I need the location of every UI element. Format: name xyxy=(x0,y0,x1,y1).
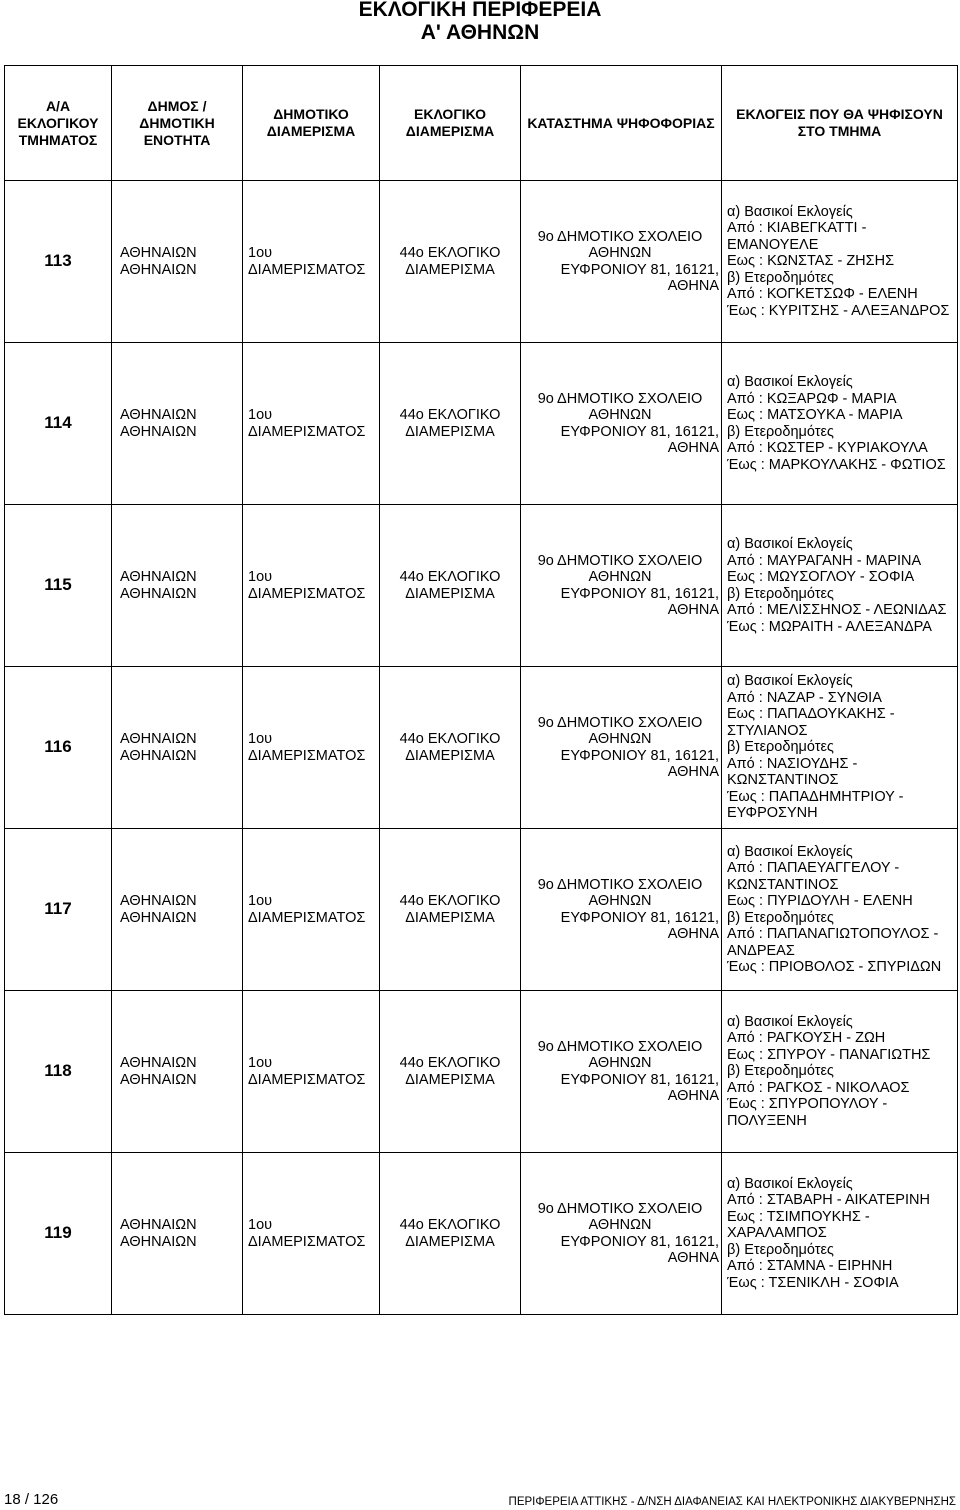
polling-stations-table xyxy=(4,65,958,1315)
voters-range-cell-line: β) Ετεροδημότες xyxy=(727,423,834,440)
municipality-cell xyxy=(112,181,243,343)
voters-range-cell xyxy=(722,667,958,829)
table-row xyxy=(5,667,958,829)
municipal-district-cell xyxy=(243,991,380,1153)
voters-range-cell-line: ΑΝΔΡΕΑΣ xyxy=(727,942,795,959)
voters-range-cell xyxy=(722,991,958,1153)
voters-range-cell-line: Εως : ΜΑΤΣΟΥΚΑ - ΜΑΡΙΑ xyxy=(727,407,903,423)
voters-range-cell xyxy=(722,829,958,991)
polling-station-cell-line: ΑΘΗΝΩΝ xyxy=(588,569,652,585)
voters-range-cell-line: α) Βασικοί Εκλογείς xyxy=(727,843,853,860)
voters-range-cell xyxy=(722,343,958,505)
voters-range-cell-line: ΣΤΥΛΙΑΝΟΣ xyxy=(727,722,808,739)
voters-range-cell-line: Από : ΚΟΓΚΕΤΣΩΦ - ΕΛΕΝΗ xyxy=(727,286,918,303)
electoral-ward-cell-line: ΔΙΑΜΕΡΙΣΜΑ xyxy=(405,261,495,278)
section-number: 113 xyxy=(5,181,112,343)
voters-range-cell-line: Από : ΣΤΑΜΝΑ - ΕΙΡΗΝΗ xyxy=(727,1258,893,1275)
voters-range-cell-line: Από : ΝΑΣΙΟΥΔΗΣ - ΚΩΝΣΤΑΝΤΙΝΟΣ xyxy=(727,755,858,789)
electoral-ward-cell-line: ΔΙΑΜΕΡΙΣΜΑ xyxy=(405,423,495,440)
voters-range-cell-line: α) Βασικοί Εκλογείς xyxy=(727,673,853,690)
municipal-district-cell-line: ΔΙΑΜΕΡΙΣΜΑΤΟΣ xyxy=(248,1233,366,1250)
electoral-ward-cell-line: ΔΙΑΜΕΡΙΣΜΑ xyxy=(405,1071,495,1088)
column-header-polling-station: ΚΑΤΑΣΤΗΜΑ ΨΗΦΟΦΟΡΙΑΣ xyxy=(521,66,722,181)
municipal-district-cell-line: 1ου xyxy=(248,407,273,423)
municipality-cell-line: ΑΘΗΝΑΙΩΝ xyxy=(120,245,197,261)
voters-range-cell-line: Έως : ΠΑΠΑΔΗΜΗΤΡΙΟΥ - xyxy=(727,788,904,805)
polling-station-cell-line: ΕΥΦΡΟΝΙΟΥ 81, 16121, ΑΘΗΝΑ xyxy=(560,261,719,294)
municipality-cell xyxy=(112,343,243,505)
polling-station-cell-line: ΑΘΗΝΩΝ xyxy=(588,407,652,423)
voters-range-cell-line: Από : ΡΑΓΚΟΥΣΗ - ΖΩΗ xyxy=(727,1030,886,1047)
polling-station-cell xyxy=(521,829,722,991)
polling-station-cell xyxy=(521,667,722,829)
electoral-ward-cell xyxy=(380,505,521,667)
column-header-electoral-ward: ΕΚΛΟΓΙΚΟ ΔΙΑΜΕΡΙΣΜΑ xyxy=(380,66,521,181)
voters-range-cell-line: Από : ΜΕΛΙΣΣΗΝΟΣ - ΛΕΩΝΙΔΑΣ xyxy=(727,602,947,618)
municipal-district-cell xyxy=(243,181,380,343)
section-number: 117 xyxy=(5,829,112,991)
voters-range-cell-line: Έως : ΣΠΥΡΟΠΟΥΛΟΥ - ΠΟΛΥΞΕΝΗ xyxy=(727,1096,888,1129)
polling-station-cell-line: ΕΥΦΡΟΝΙΟΥ 81, 16121, ΑΘΗΝΑ xyxy=(560,909,719,942)
voters-range-cell-line: β) Ετεροδημότες xyxy=(727,269,834,286)
voters-range-cell-line: Εως : ΤΣΙΜΠΟΥΚΗΣ - ΧΑΡΑΛΑΜΠΟΣ xyxy=(727,1208,870,1242)
electoral-ward-cell xyxy=(380,343,521,505)
voters-range-cell xyxy=(722,505,958,667)
section-number: 115 xyxy=(5,505,112,667)
municipal-district-cell-line: ΔΙΑΜΕΡΙΣΜΑΤΟΣ xyxy=(248,261,366,278)
table-row xyxy=(5,991,958,1153)
municipality-cell-line: ΑΘΗΝΑΙΩΝ xyxy=(120,1055,197,1071)
voters-range-cell-line: β) Ετεροδημότες xyxy=(727,1241,834,1258)
municipality-cell-line: ΑΘΗΝΑΙΩΝ xyxy=(120,407,197,423)
polling-station-cell-line: 9ο ΔΗΜΟΤΙΚΟ ΣΧΟΛΕΙΟ xyxy=(537,390,703,407)
electoral-ward-cell xyxy=(380,667,521,829)
polling-station-cell xyxy=(521,505,722,667)
column-header-voters: ΕΚΛΟΓΕΙΣ ΠΟΥ ΘΑ ΨΗΦΙΣΟΥΝ ΣΤΟ ΤΜΗΜΑ xyxy=(722,66,958,181)
voters-range-cell-line: α) Βασικοί Εκλογείς xyxy=(727,1013,853,1030)
electoral-ward-cell-line: ΔΙΑΜΕΡΙΣΜΑ xyxy=(405,585,495,602)
table-header-row xyxy=(5,66,958,181)
voters-range-cell-line: Εως : ΜΩΥΣΟΓΛΟΥ - ΣΟΦΙΑ xyxy=(727,569,915,585)
section-number: 114 xyxy=(5,343,112,505)
voters-range-cell-line: Εως : ΠΥΡΙΔΟΥΛΗ - ΕΛΕΝΗ xyxy=(727,893,913,909)
column-header-municipality: ΔΗΜΟΣ / ΔΗΜΟΤΙΚΗ ΕΝΟΤΗΤΑ xyxy=(112,66,243,181)
municipality-cell xyxy=(112,991,243,1153)
voters-range-cell-line: Από : ΣΤΑΒΑΡΗ - ΑΙΚΑΤΕΡΙΝΗ xyxy=(727,1192,930,1209)
municipal-district-cell xyxy=(243,505,380,667)
voters-range-cell-line: Από : ΚΩΞΑΡΩΦ - ΜΑΡΙΑ xyxy=(727,390,897,407)
polling-station-cell-line: 9ο ΔΗΜΟΤΙΚΟ ΣΧΟΛΕΙΟ xyxy=(537,552,703,569)
municipality-cell xyxy=(112,667,243,829)
page-subtitle: Α' ΑΘΗΝΩΝ xyxy=(420,21,540,44)
voters-range-cell-line: α) Βασικοί Εκλογείς xyxy=(727,1175,853,1192)
section-number: 118 xyxy=(5,991,112,1153)
polling-station-cell-line: ΑΘΗΝΩΝ xyxy=(588,893,652,909)
voters-range-cell-line: Από : ΝΑΖΑΡ - ΣΥΝΘΙΑ xyxy=(727,689,882,706)
voters-range-cell-line: ΕΥΦΡΟΣΥΝΗ xyxy=(727,805,818,822)
municipality-cell-line: ΑΘΗΝΑΙΩΝ xyxy=(120,1071,197,1088)
polling-station-cell-line: 9ο ΔΗΜΟΤΙΚΟ ΣΧΟΛΕΙΟ xyxy=(537,876,703,893)
voters-range-cell-line: Έως : ΤΣΕΝΙΚΛΗ - ΣΟΦΙΑ xyxy=(727,1274,899,1291)
voters-range-cell xyxy=(722,181,958,343)
municipal-district-cell-line: ΔΙΑΜΕΡΙΣΜΑΤΟΣ xyxy=(248,585,366,602)
municipal-district-cell-line: 1ου xyxy=(248,569,273,585)
municipal-district-cell-line: 1ου xyxy=(248,1055,273,1071)
municipal-district-cell-line: ΔΙΑΜΕΡΙΣΜΑΤΟΣ xyxy=(248,1071,366,1088)
polling-station-cell-line: 9ο ΔΗΜΟΤΙΚΟ ΣΧΟΛΕΙΟ xyxy=(537,1200,703,1217)
polling-station-cell-line: 9ο ΔΗΜΟΤΙΚΟ ΣΧΟΛΕΙΟ xyxy=(537,714,703,731)
polling-station-cell-line: 9ο ΔΗΜΟΤΙΚΟ ΣΧΟΛΕΙΟ xyxy=(537,1038,703,1055)
polling-station-cell-line: 9ο ΔΗΜΟΤΙΚΟ ΣΧΟΛΕΙΟ xyxy=(537,228,703,245)
voters-range-cell-line: β) Ετεροδημότες xyxy=(727,1063,834,1080)
electoral-ward-cell xyxy=(380,991,521,1153)
page-number: 18 / 126 xyxy=(4,1491,59,1508)
voters-range-cell-line: Εως : ΠΑΠΑΔΟΥΚΑΚΗΣ - xyxy=(727,706,895,723)
municipal-district-cell-line: 1ου xyxy=(248,731,273,747)
municipality-cell-line: ΑΘΗΝΑΙΩΝ xyxy=(120,731,197,747)
polling-station-cell-line: ΕΥΦΡΟΝΙΟΥ 81, 16121, ΑΘΗΝΑ xyxy=(560,585,719,618)
voters-range-cell-line: Έως : ΠΡΙΟΒΟΛΟΣ - ΣΠΥΡΙΔΩΝ xyxy=(727,959,942,975)
voters-range-cell-line: α) Βασικοί Εκλογείς xyxy=(727,203,853,220)
electoral-ward-cell-line: ΔΙΑΜΕΡΙΣΜΑ xyxy=(405,909,495,926)
municipal-district-cell-line: ΔΙΑΜΕΡΙΣΜΑΤΟΣ xyxy=(248,909,366,926)
polling-station-cell-line: ΕΥΦΡΟΝΙΟΥ 81, 16121, ΑΘΗΝΑ xyxy=(560,1233,719,1266)
voters-range-cell-line: Από : ΠΑΠΑΝΑΓΙΩΤΟΠΟΥΛΟΣ - xyxy=(727,926,939,942)
municipal-district-cell xyxy=(243,667,380,829)
voters-range-cell-line: Από : ΚΩΣΤΕΡ - ΚΥΡΙΑΚΟΥΛΑ xyxy=(727,440,928,456)
polling-station-cell xyxy=(521,343,722,505)
municipal-district-cell-line: 1ου xyxy=(248,893,273,909)
voters-range-cell-line: β) Ετεροδημότες xyxy=(727,909,834,926)
footer-organization: ΠΕΡΙΦΕΡΕΙΑ ΑΤΤΙΚΗΣ - Δ/ΝΣΗ ΔΙΑΦΑΝΕΙΑΣ ΚΑΙ ΗΛΕΚΤΡΟΝΙΚΗΣ ΔΙΑΚΥΒΕΡΝΗΣΗΣ xyxy=(508,1496,956,1508)
voters-range-cell-line: Έως : ΚΥΡΙΤΣΗΣ - ΑΛΕΞΑΝΔΡΟΣ xyxy=(727,302,950,319)
municipality-cell-line: ΑΘΗΝΑΙΩΝ xyxy=(120,1233,197,1250)
voters-range-cell-line: Εως : ΚΩΝΣΤΑΣ - ΖΗΣΗΣ xyxy=(727,253,895,270)
voters-range-cell-line: α) Βασικοί Εκλογείς xyxy=(727,374,853,390)
municipal-district-cell xyxy=(243,343,380,505)
voters-range-cell-line: α) Βασικοί Εκλογείς xyxy=(727,536,853,552)
voters-range-cell-line: Από : ΡΑΓΚΟΣ - ΝΙΚΟΛΑΟΣ xyxy=(727,1079,910,1096)
polling-station-cell-line: ΕΥΦΡΟΝΙΟΥ 81, 16121, ΑΘΗΝΑ xyxy=(560,423,719,456)
electoral-ward-cell-line: ΔΙΑΜΕΡΙΣΜΑ xyxy=(405,1233,495,1250)
voters-range-cell-line: Από : ΠΑΠΑΕΥΑΓΓΕΛΟΥ - xyxy=(727,860,900,876)
voters-range-cell xyxy=(722,1153,958,1315)
voters-range-cell-line: β) Ετεροδημότες xyxy=(727,585,834,602)
electoral-ward-cell-line: 44ο ΕΚΛΟΓΙΚΟ xyxy=(399,407,501,423)
municipality-cell xyxy=(112,505,243,667)
column-header-municipal-district: ΔΗΜΟΤΙΚΟ ΔΙΑΜΕΡΙΣΜΑ xyxy=(243,66,380,181)
municipality-cell-line: ΑΘΗΝΑΙΩΝ xyxy=(120,569,197,585)
section-number: 119 xyxy=(5,1153,112,1315)
municipal-district-cell-line: ΔΙΑΜΕΡΙΣΜΑΤΟΣ xyxy=(248,747,366,764)
polling-station-cell-line: ΑΘΗΝΩΝ xyxy=(588,1055,652,1071)
page-title: ΕΚΛΟΓΙΚΗ ΠΕΡΙΦΕΡΕΙΑ xyxy=(358,0,602,21)
municipal-district-cell-line: 1ου xyxy=(248,1217,273,1233)
voters-range-cell-line: β) Ετεροδημότες xyxy=(727,739,834,756)
electoral-ward-cell xyxy=(380,1153,521,1315)
electoral-ward-cell-line: 44ο ΕΚΛΟΓΙΚΟ xyxy=(399,1217,501,1233)
polling-station-cell xyxy=(521,1153,722,1315)
polling-station-cell-line: ΑΘΗΝΩΝ xyxy=(588,1217,652,1233)
electoral-ward-cell-line: 44ο ΕΚΛΟΓΙΚΟ xyxy=(399,569,501,585)
table-row xyxy=(5,1153,958,1315)
voters-range-cell-line: Από : ΚΙΑΒΕΓΚΑΤΤΙ - ΕΜΑΝΟΥΕΛΕ xyxy=(727,220,867,253)
polling-station-cell-line: ΑΘΗΝΩΝ xyxy=(588,245,652,261)
table-row xyxy=(5,829,958,991)
table-row xyxy=(5,505,958,667)
voters-range-cell-line: Εως : ΣΠΥΡΟΥ - ΠΑΝΑΓΙΩΤΗΣ xyxy=(727,1046,931,1063)
municipality-cell-line: ΑΘΗΝΑΙΩΝ xyxy=(120,1217,197,1233)
table-row xyxy=(5,181,958,343)
electoral-ward-cell xyxy=(380,181,521,343)
municipal-district-cell xyxy=(243,829,380,991)
municipality-cell-line: ΑΘΗΝΑΙΩΝ xyxy=(120,261,197,278)
polling-station-cell-line: ΑΘΗΝΩΝ xyxy=(588,731,652,747)
electoral-ward-cell xyxy=(380,829,521,991)
polling-station-cell xyxy=(521,181,722,343)
municipal-district-cell xyxy=(243,1153,380,1315)
municipal-district-cell-line: 1ου xyxy=(248,245,273,261)
municipality-cell-line: ΑΘΗΝΑΙΩΝ xyxy=(120,909,197,926)
table-row xyxy=(5,343,958,505)
municipality-cell xyxy=(112,1153,243,1315)
voters-range-cell-line: Από : ΜΑΥΡΑΓΑΝΗ - ΜΑΡΙΝΑ xyxy=(727,552,922,569)
electoral-ward-cell-line: ΔΙΑΜΕΡΙΣΜΑ xyxy=(405,747,495,764)
polling-station-cell-line: ΕΥΦΡΟΝΙΟΥ 81, 16121, ΑΘΗΝΑ xyxy=(560,747,719,780)
voters-range-cell-line: Έως : ΜΩΡΑΙΤΗ - ΑΛΕΞΑΝΔΡΑ xyxy=(727,618,932,635)
municipal-district-cell-line: ΔΙΑΜΕΡΙΣΜΑΤΟΣ xyxy=(248,423,366,440)
electoral-ward-cell-line: 44ο ΕΚΛΟΓΙΚΟ xyxy=(399,1055,501,1071)
municipality-cell-line: ΑΘΗΝΑΙΩΝ xyxy=(120,747,197,764)
column-header-number: Α/Α ΕΚΛΟΓΙΚΟΥ ΤΜΗΜΑΤΟΣ xyxy=(5,66,112,181)
voters-range-cell-line: ΚΩΝΣΤΑΝΤΙΝΟΣ xyxy=(727,876,839,893)
electoral-ward-cell-line: 44ο ΕΚΛΟΓΙΚΟ xyxy=(399,893,501,909)
electoral-ward-cell-line: 44ο ΕΚΛΟΓΙΚΟ xyxy=(399,731,501,747)
electoral-ward-cell-line: 44ο ΕΚΛΟΓΙΚΟ xyxy=(399,245,501,261)
polling-station-cell xyxy=(521,991,722,1153)
municipality-cell-line: ΑΘΗΝΑΙΩΝ xyxy=(120,585,197,602)
municipality-cell-line: ΑΘΗΝΑΙΩΝ xyxy=(120,423,197,440)
section-number: 116 xyxy=(5,667,112,829)
municipality-cell-line: ΑΘΗΝΑΙΩΝ xyxy=(120,893,197,909)
voters-range-cell-line: Έως : ΜΑΡΚΟΥΛΑΚΗΣ - ΦΩΤΙΟΣ xyxy=(727,456,946,473)
municipality-cell xyxy=(112,829,243,991)
polling-station-cell-line: ΕΥΦΡΟΝΙΟΥ 81, 16121, ΑΘΗΝΑ xyxy=(560,1071,719,1104)
